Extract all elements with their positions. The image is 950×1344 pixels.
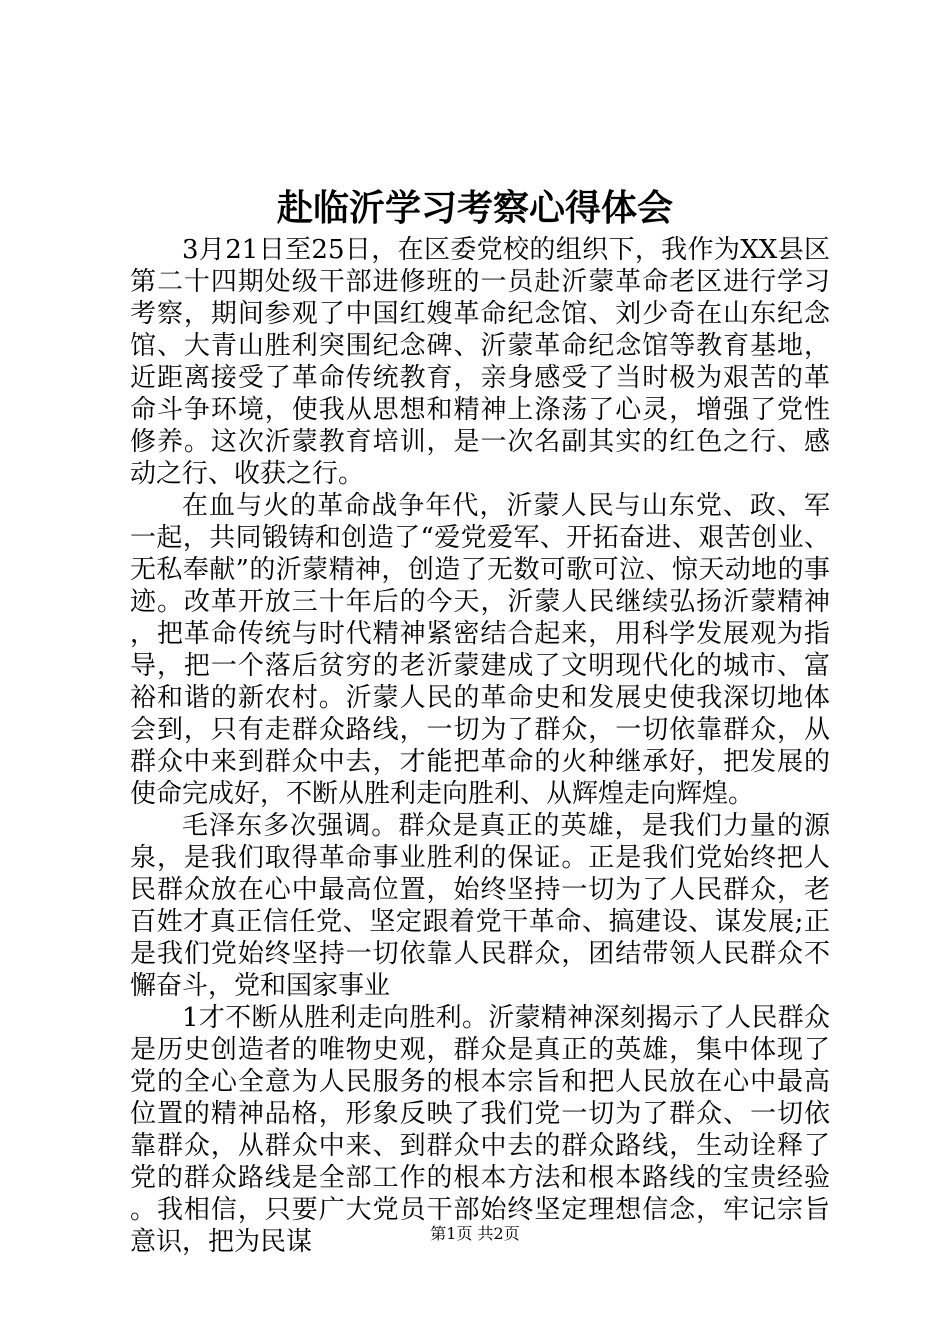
document-body bbox=[130, 234, 830, 1258]
document-title: 赴临沂学习考察心得体会 bbox=[276, 187, 673, 229]
paragraph-2: 在血与火的革命战争年代，沂蒙人民与山东党、政、军一起，共同锻铸和创造了“爱党爱军、开拓奋进、艰苦创业、无私奉献”的沂蒙精神，创造了无数可歌可泣、惊天动地的事迹。改革开放三十年后的今天，沂蒙人民继续弘扬沂蒙精神，把革命传统与时代精神紧密结合起来，用科学发展观为指导，把一个落后贫穷的老沂蒙建成了文明现代化的城市、富裕和谐的新农村。沂蒙人民的革命史和发展史使我深切地体会到，只有走群众路线，一切为了群众，一切依靠群众，从群众中来到群众中去，才能把革命的火种继承好，把发展的使命完成好，不断从胜利走向胜利、从辉煌走向辉煌。 bbox=[130, 491, 830, 809]
page-footer: 第1页 共2页 bbox=[430, 1224, 520, 1243]
paragraph-3: 毛泽东多次强调。群众是真正的英雄，是我们力量的源泉，是我们取得革命事业胜利的保证。正是我们党始终把人民群众放在心中最高位置，始终坚持一切为了人民群众，老百姓才真正信任党、坚定跟着党干革命、搞建设、谋发展;正是我们党始终坚持一切依靠人民群众，团结带领人民群众不懈奋斗，党和国家事业 bbox=[130, 811, 830, 1001]
paragraph-1: 3月21日至25日，在区委党校的组织下，我作为XX县区第二十四期处级干部进修班的一员赴沂蒙革命老区进行学习考察，期间参观了中国红嫂革命纪念馆、刘少奇在山东纪念馆、大青山胜利突围纪念碑、沂蒙革命纪念馆等教育基地，近距离接受了革命传统教育，亲身感受了当时极为艰苦的革命斗争环境，使我从思想和精神上涤荡了心灵，增强了党性修养。这次沂蒙教育培训，是一次名副其实的红色之行、感动之行、收获之行。 bbox=[130, 235, 830, 489]
paragraph-4: 1才不断从胜利走向胜利。沂蒙精神深刻揭示了人民群众是历史创造者的唯物史观，群众是真正的英雄，集中体现了党的全心全意为人民服务的根本宗旨和把人民放在心中最高位置的精神品格，形象反映了我们党一切为了群众、一切依靠群众，从群众中来、到群众中去的群众路线，生动诠释了党的群众路线是全部工作的根本方法和根本路线的宝贵经验。我相信，只要广大党员干部始终坚定理想信念，牢记宗旨意识，把为民谋 bbox=[130, 1003, 830, 1257]
